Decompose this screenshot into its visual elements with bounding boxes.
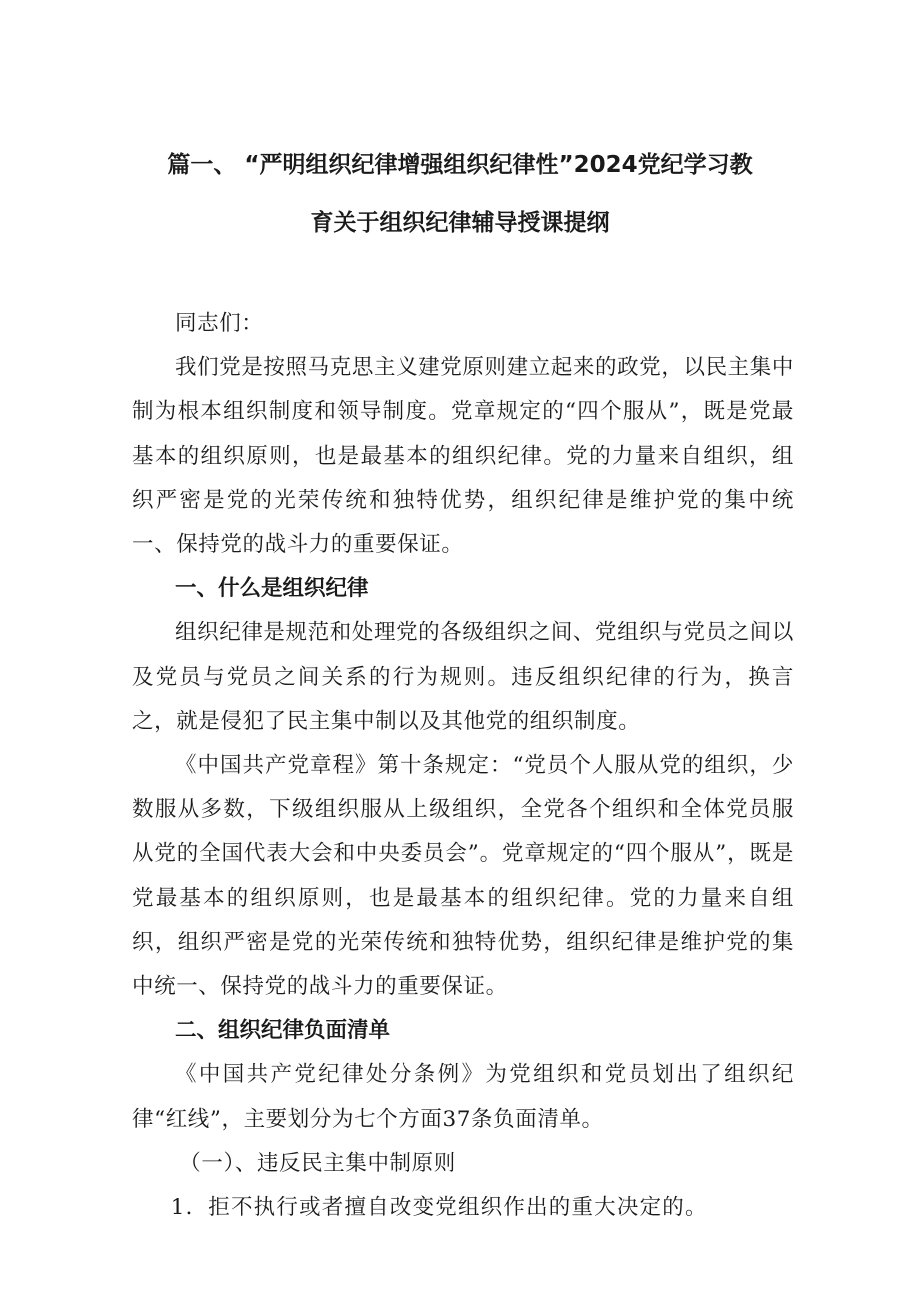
document-body	[132, 302, 794, 1230]
section-2-paragraph-1: 《中国共产党纪律处分条例》为党组织和党员划出了组织纪律“红线”，主要划分为七个方面37条负面清单。	[132, 1062, 794, 1132]
document-title-line-1: 篇一、 “严明组织纪律增强组织纪律性”2024党纪学习教	[167, 152, 753, 178]
section-1-paragraph-1: 组织纪律是规范和处理党的各级组织之间、党组织与党员之间以及党员与党员之间关系的行为规则。违反组织纪律的行为，换言之，就是侵犯了民主集中制以及其他党的组织制度。	[132, 620, 794, 734]
list-item-1: 1．拒不执行或者擅自改变党组织作出的重大决定的。	[170, 1195, 708, 1221]
section-1-paragraph-2: 《中国共产党章程》第十条规定：“党员个人服从党的组织，少数服从多数，下级组织服从上级组织，全党各个组织和全体党员服从党的全国代表大会和中央委员会”。党章规定的“四个服从”，既是党最基本的组织原则，也是最基本的组织纪律。党的力量来自组织，组织严密是党的光荣传统和独特优势，组织纪律是维护党的集中统一、保持党的战斗力的重要保证。	[132, 753, 794, 1000]
document-title-line-2: 育关于组织纪律辅导授课提纲	[310, 210, 610, 236]
section-1-heading: 一、什么是组织纪律	[175, 576, 369, 602]
subsection-1-heading: （一）、违反民主集中制原则	[179, 1150, 456, 1176]
intro-paragraph: 我们党是按照马克思主义建党原则建立起来的政党，以民主集中制为根本组织制度和领导制度。党章规定的“四个服从”，既是党最基本的组织原则，也是最基本的组织纪律。党的力量来自组织，组织严密是党的光荣传统和独特优势，组织纪律是维护党的集中统一、保持党的战斗力的重要保证。	[132, 355, 794, 558]
section-2-heading: 二、组织纪律负面清单	[175, 1018, 391, 1044]
salutation: 同志们：	[175, 311, 264, 336]
